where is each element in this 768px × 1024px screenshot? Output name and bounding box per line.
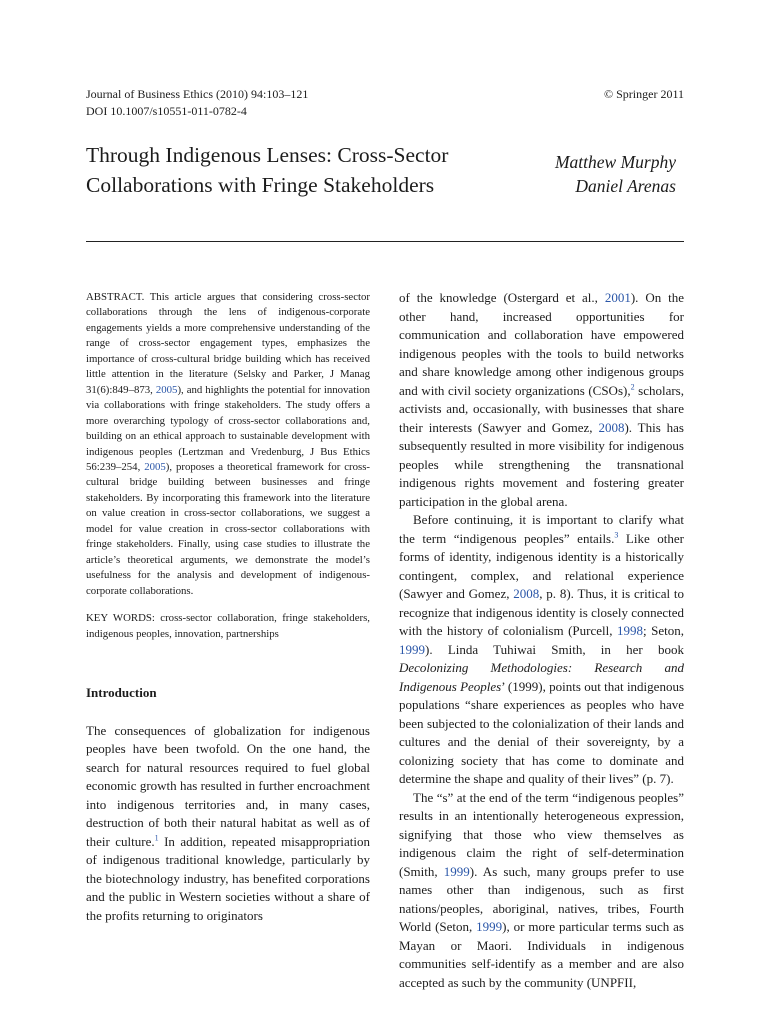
citation-link[interactable]: 2005 — [144, 460, 166, 473]
title-line-1: Through Indigenous Lenses: Cross-Sector — [86, 143, 449, 167]
abstract-label: ABSTRACT. — [86, 291, 145, 303]
body-paragraph: The “s” at the end of the term “indigenous peoples” results in an intentionally heterogeneous expression, signifying that those who view themselves as indigenous claim the right of self-determination (Smith, 1999). As such, many groups prefer to use names other than indigenous, such as first nations/peoples, aboriginal, natives, tribes, Fourth World (Seton, 1999), or more particular terms such as Mayan or Maori. Individuals in indigenous communities self-identify as a member and are also accepted as such by the community (UNPFII, — [399, 789, 684, 990]
body-paragraph: Before continuing, it is important to clarify what the term “indigenous peoples” entails.$^3$ Like other forms of identity, indigenous identity is a historically contingent, complex, and relational experience (Sawyer and Gomez, 2008, p. 8). Thus, it is critical to recognize that indigenous identity is closely connected with the history of colonialism (Purcell, 1998; Seton, 1999). Linda Tuhiwai Smith, in her book Decolonizing Methodologies: Research and Indigenous Peoples’ (1999), points out that indigenous populations “share experiences as peoples who have been subjected to the colonialization of their lands and cultures and the denial of their sovereignty, by a colonizing society that has come to dominate and determine the shape and quality of their lives” (p. 7). — [399, 512, 684, 786]
citation-link[interactable]: 2001 — [604, 290, 631, 305]
footnote-link[interactable]: 1 — [154, 833, 159, 843]
body-paragraph: of the knowledge (Ostergard et al., 2001). On the other hand, increased opportunities for communication and collaboration have empowered indigenous peoples with the tools to build networks and share knowledge among other indigenous groups and with civil society organizations (CSOs),$^2$ scholars, activists and, occasionally, with businesses that share their interests (Sawyer and Gomez, 2008). This has subsequently resulted in more visibility for indigenous peoples while strengthening the transnational indigenous rights movement and fostering greater participation in the global arena. — [399, 290, 684, 509]
keywords-label: KEY WORDS: — [86, 612, 155, 625]
section-heading-introduction: Introduction — [86, 684, 157, 700]
book-title: Decolonizing Methodologies: Research and Indigenous Peoples — [399, 660, 684, 694]
citation-link[interactable]: 1999 — [399, 641, 425, 657]
doi: DOI 10.1007/s10551-011-0782-4 — [86, 104, 247, 118]
left-column — [86, 290, 370, 925]
author-2: Daniel Arenas — [575, 176, 676, 196]
citation-link[interactable]: 2008 — [513, 586, 540, 601]
right-column — [399, 289, 684, 992]
author-list — [555, 150, 676, 198]
header-divider — [86, 241, 684, 242]
title-line-2: Collaborations with Fringe Stakeholders — [86, 173, 435, 197]
abstract: ABSTRACT. This article argues that considering cross-sector collaborations through the lens of indigenous-corporate engagements yields a more comprehensive understanding of the range of cross-sector engagement types, emphasizes the importance of cross-cultural bridge building which has received little attention in the literature (Selsky and Parker, J Manag 31(6):849–873, 2005), and highlights the potential for innovation via collaborations with fringe stakeholders. The study offers a more overarching typology of cross-sector collaborations and, building on an ethical approach to sustainable development with indigenous peoples (Lertzman and Vredenburg, J Bus Ethics 56:239–254, 2005), proposes a theoretical framework for cross-cultural bridge building between businesses and fringe stakeholders. By incorporating this framework into the literature on value creation in cross-sector collaborations, we suggest a model for value creation in cross-sector collaborations with fringe stakeholders. Finally, using case studies to illustrate the article’s theoretical arguments, we demonstrate the model’s usefulness for the analysis and development of indigenous-corporate collaborations. — [86, 291, 371, 597]
article-title — [86, 140, 526, 200]
introduction-paragraph: The consequences of globalization for indigenous peoples have been twofold. On the one hand, the search for natural resources required to fuel global economic growth has resulted in further encroachment into indigenous territories and, in many cases, destruction of both their natural habitat as well as of their culture.$^1$ In addition, repeated misappropriation of indigenous traditional knowledge, particularly by the biotechnology industry, has benefited corporations and the public in Western societies without a share of the profits returning to originators — [86, 722, 370, 923]
citation-link[interactable]: 1999 — [476, 919, 503, 934]
author-1: Matthew Murphy — [554, 152, 676, 172]
journal-header — [86, 86, 684, 120]
citation-link[interactable]: 1999 — [443, 863, 470, 879]
copyright-notice: © Springer 2011 — [604, 87, 684, 101]
journal-citation: Journal of Business Ethics (2010) 94:103–121 — [86, 87, 309, 101]
footnote-link[interactable]: 3 — [614, 530, 619, 540]
footnote-link[interactable]: 2 — [630, 382, 635, 392]
citation-link[interactable]: 1998 — [617, 623, 644, 638]
citation-link[interactable]: 2008 — [598, 419, 625, 435]
keywords: KEY WORDS: cross-sector collaboration, fringe stakeholders, indigenous peoples, innovation, partnerships — [86, 612, 370, 640]
citation-link[interactable]: 2005 — [155, 383, 178, 396]
